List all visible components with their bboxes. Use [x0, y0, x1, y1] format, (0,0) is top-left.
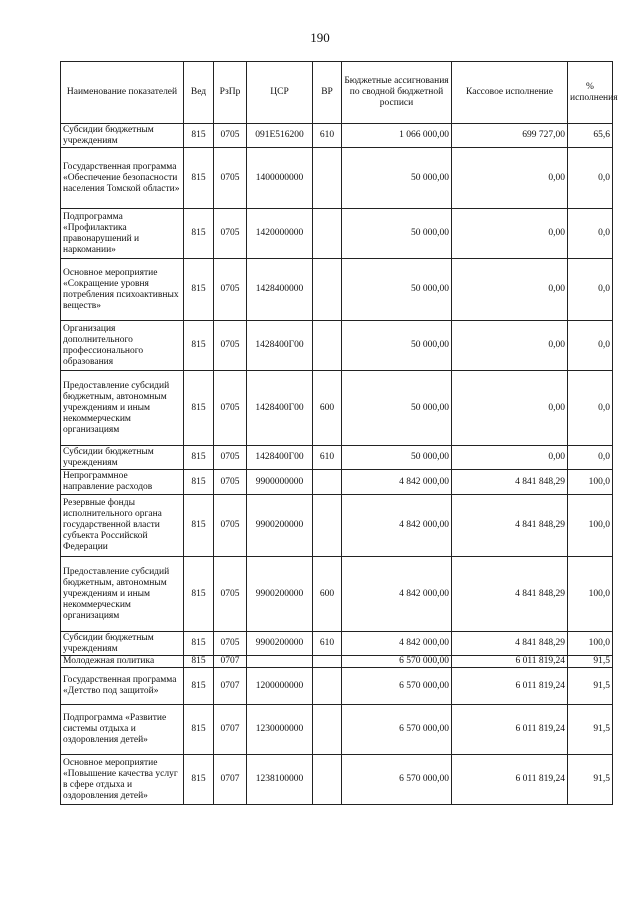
cell-percent: 65,6: [568, 124, 613, 148]
cell-rzpr: 0705: [214, 632, 247, 656]
cell-name: Государственная программа «Детство под защитой»: [61, 668, 184, 705]
cell-csr: 1428400Г00: [247, 371, 313, 446]
header-name: Наименование показателей: [61, 62, 184, 124]
table-row: [61, 705, 613, 755]
table-row: [61, 446, 613, 470]
cell-rzpr: 0705: [214, 209, 247, 259]
table-row: [61, 371, 613, 446]
cell-rzpr: 0705: [214, 259, 247, 321]
cell-cash: 4 841 848,29: [452, 632, 568, 656]
cell-csr: 9900000000: [247, 470, 313, 495]
cell-ved: 815: [184, 470, 214, 495]
cell-cash: 699 727,00: [452, 124, 568, 148]
cell-percent: 0,0: [568, 446, 613, 470]
cell-percent: 91,5: [568, 656, 613, 668]
cell-percent: 100,0: [568, 557, 613, 632]
cell-csr: 9900200000: [247, 632, 313, 656]
cell-ved: 815: [184, 495, 214, 557]
cell-vr: 610: [313, 446, 342, 470]
cell-name: Молодежная политика: [61, 656, 184, 668]
cell-cash: 6 011 819,24: [452, 755, 568, 805]
cell-percent: 0,0: [568, 321, 613, 371]
cell-percent: 0,0: [568, 259, 613, 321]
cell-assignments: 50 000,00: [342, 148, 452, 209]
cell-name: Субсидии бюджетным учреждениям: [61, 446, 184, 470]
cell-rzpr: 0705: [214, 148, 247, 209]
cell-ved: 815: [184, 755, 214, 805]
cell-rzpr: 0705: [214, 495, 247, 557]
cell-rzpr: 0705: [214, 371, 247, 446]
cell-rzpr: 0707: [214, 656, 247, 668]
table-row: [61, 470, 613, 495]
budget-execution-table: [60, 61, 618, 805]
cell-rzpr: 0705: [214, 321, 247, 371]
cell-cash: 6 011 819,24: [452, 705, 568, 755]
cell-percent: 100,0: [568, 470, 613, 495]
cell-percent: 0,0: [568, 371, 613, 446]
cell-csr: 091E516200: [247, 124, 313, 148]
cell-cash: 6 011 819,24: [452, 656, 568, 668]
table-row: [61, 557, 613, 632]
cell-vr: [313, 259, 342, 321]
cell-name: Организация дополнительного профессионального образования: [61, 321, 184, 371]
cell-percent: 91,5: [568, 755, 613, 805]
cell-rzpr: 0705: [214, 446, 247, 470]
cell-ved: 815: [184, 259, 214, 321]
table-row: [61, 495, 613, 557]
table-row: [61, 259, 613, 321]
cell-name: Основное мероприятие «Сокращение уровня потребления психоактивных веществ»: [61, 259, 184, 321]
cell-name: Государственная программа «Обеспечение безопасности населения Томской области»: [61, 148, 184, 209]
table-row: [61, 148, 613, 209]
cell-vr: 610: [313, 632, 342, 656]
cell-name: Предоставление субсидий бюджетным, автономным учреждениям и иным некоммерческим организациям: [61, 557, 184, 632]
cell-ved: 815: [184, 668, 214, 705]
cell-name: Субсидии бюджетным учреждениям: [61, 124, 184, 148]
cell-vr: [313, 148, 342, 209]
cell-rzpr: 0707: [214, 668, 247, 705]
cell-csr: 1428400Г00: [247, 446, 313, 470]
cell-assignments: 4 842 000,00: [342, 557, 452, 632]
cell-csr: 1400000000: [247, 148, 313, 209]
cell-assignments: 6 570 000,00: [342, 656, 452, 668]
header-percent: % исполнения: [568, 62, 613, 124]
cell-assignments: 50 000,00: [342, 209, 452, 259]
cell-vr: [313, 668, 342, 705]
cell-percent: 0,0: [568, 209, 613, 259]
header-vr: ВР: [313, 62, 342, 124]
cell-assignments: 4 842 000,00: [342, 632, 452, 656]
cell-ved: 815: [184, 557, 214, 632]
cell-vr: [313, 209, 342, 259]
cell-percent: 100,0: [568, 495, 613, 557]
table-row: [61, 656, 613, 668]
page-number: 190: [310, 30, 330, 45]
cell-assignments: 50 000,00: [342, 446, 452, 470]
cell-assignments: 4 842 000,00: [342, 495, 452, 557]
cell-name: Резервные фонды исполнительного органа государственной власти субъекта Российской Федерации: [61, 495, 184, 557]
cell-name: Непрограммное направление расходов: [61, 470, 184, 495]
cell-csr: 1420000000: [247, 209, 313, 259]
table-row: [61, 755, 613, 805]
cell-ved: 815: [184, 632, 214, 656]
cell-cash: 4 841 848,29: [452, 495, 568, 557]
cell-vr: [313, 495, 342, 557]
table-row: [61, 668, 613, 705]
cell-csr: 1428400000: [247, 259, 313, 321]
cell-rzpr: 0705: [214, 124, 247, 148]
cell-percent: 0,0: [568, 148, 613, 209]
cell-vr: 600: [313, 371, 342, 446]
cell-csr: 1230000000: [247, 705, 313, 755]
cell-ved: 815: [184, 148, 214, 209]
cell-ved: 815: [184, 209, 214, 259]
table-header-row: [61, 62, 613, 124]
table-row: [61, 124, 613, 148]
cell-name: Подпрограмма «Развитие системы отдыха и оздоровления детей»: [61, 705, 184, 755]
cell-vr: 600: [313, 557, 342, 632]
cell-rzpr: 0705: [214, 470, 247, 495]
header-rzpr: РзПр: [214, 62, 247, 124]
cell-csr: 1428400Г00: [247, 321, 313, 371]
cell-percent: 91,5: [568, 705, 613, 755]
cell-vr: [313, 705, 342, 755]
cell-percent: 100,0: [568, 632, 613, 656]
cell-ved: 815: [184, 124, 214, 148]
cell-vr: 610: [313, 124, 342, 148]
cell-name: Предоставление субсидий бюджетным, автономным учреждениям и иным некоммерческим организациям: [61, 371, 184, 446]
table-row: [61, 321, 613, 371]
cell-rzpr: 0705: [214, 557, 247, 632]
header-csr: ЦСР: [247, 62, 313, 124]
header-ved: Вед: [184, 62, 214, 124]
cell-assignments: 6 570 000,00: [342, 705, 452, 755]
header-cash-execution: Кассовое исполнение: [452, 62, 568, 124]
cell-vr: [313, 470, 342, 495]
cell-assignments: 6 570 000,00: [342, 755, 452, 805]
cell-assignments: 6 570 000,00: [342, 668, 452, 705]
cell-name: Субсидии бюджетным учреждениям: [61, 632, 184, 656]
cell-ved: 815: [184, 656, 214, 668]
cell-vr: [313, 321, 342, 371]
cell-ved: 815: [184, 705, 214, 755]
cell-assignments: 50 000,00: [342, 371, 452, 446]
cell-cash: 0,00: [452, 259, 568, 321]
cell-csr: 9900200000: [247, 495, 313, 557]
cell-csr: 1200000000: [247, 668, 313, 705]
cell-csr: 1238100000: [247, 755, 313, 805]
cell-rzpr: 0707: [214, 755, 247, 805]
cell-rzpr: 0707: [214, 705, 247, 755]
cell-csr: [247, 656, 313, 668]
cell-name: Основное мероприятие «Повышение качества услуг в сфере отдыха и оздоровления детей»: [61, 755, 184, 805]
cell-cash: 0,00: [452, 371, 568, 446]
cell-csr: 9900200000: [247, 557, 313, 632]
cell-cash: 6 011 819,24: [452, 668, 568, 705]
table-row: [61, 632, 613, 656]
cell-cash: 0,00: [452, 446, 568, 470]
cell-cash: 4 841 848,29: [452, 557, 568, 632]
cell-vr: [313, 755, 342, 805]
cell-ved: 815: [184, 446, 214, 470]
cell-cash: 0,00: [452, 148, 568, 209]
cell-assignments: 4 842 000,00: [342, 470, 452, 495]
cell-assignments: 1 066 000,00: [342, 124, 452, 148]
cell-percent: 91,5: [568, 668, 613, 705]
table-row: [61, 209, 613, 259]
cell-assignments: 50 000,00: [342, 321, 452, 371]
cell-cash: 0,00: [452, 209, 568, 259]
cell-name: Подпрограмма «Профилактика правонарушений и наркомании»: [61, 209, 184, 259]
cell-ved: 815: [184, 371, 214, 446]
cell-assignments: 50 000,00: [342, 259, 452, 321]
cell-ved: 815: [184, 321, 214, 371]
cell-cash: 0,00: [452, 321, 568, 371]
cell-vr: [313, 656, 342, 668]
cell-cash: 4 841 848,29: [452, 470, 568, 495]
header-assignments: Бюджетные ассигнования по сводной бюджетной росписи: [342, 62, 452, 124]
